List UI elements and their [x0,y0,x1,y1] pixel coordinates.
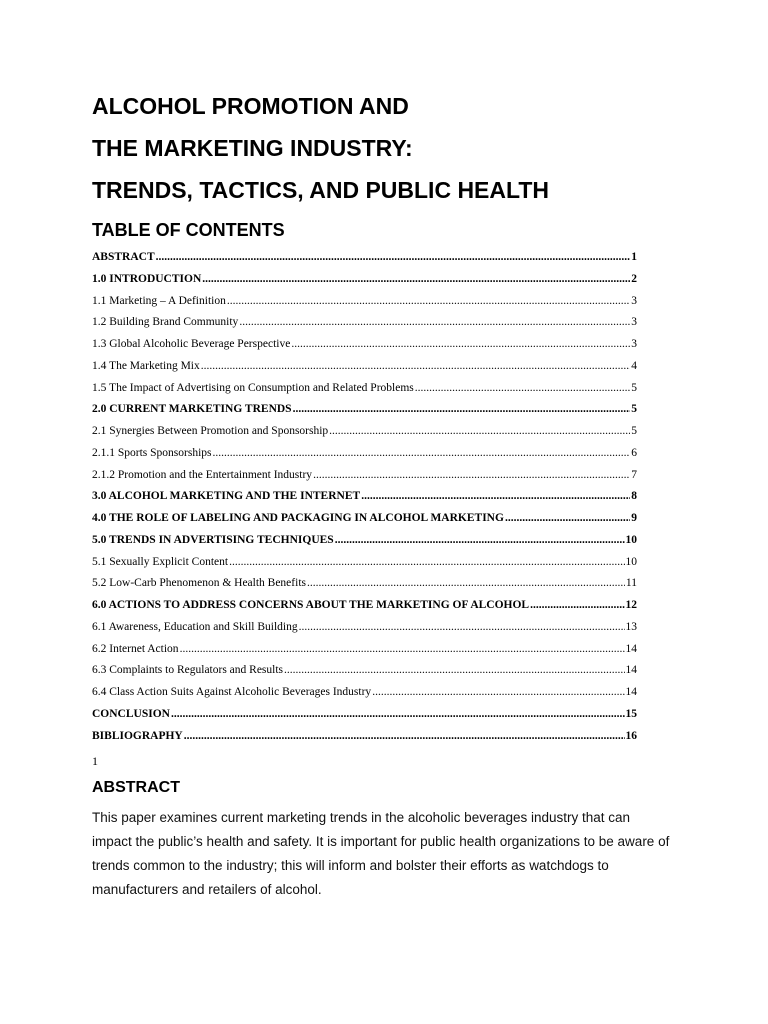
toc-dot-leader [415,382,631,394]
toc-entry-label: CONCLUSION [92,707,170,720]
toc-dot-leader [372,686,624,698]
toc-dot-leader [293,403,631,415]
toc-dot-leader [313,469,630,481]
toc-entry[interactable] [92,730,637,752]
toc-entry[interactable] [92,512,637,534]
toc-entry-page: 3 [631,316,637,329]
toc-entry-page: 6 [631,446,637,459]
title-line-3: TRENDS, TACTICS, AND PUBLIC HEALTH [92,177,550,203]
toc-entry-page: 4 [631,359,637,372]
toc-dot-leader [156,251,631,263]
toc-entry[interactable] [92,316,637,338]
title-line-2: THE MARKETING INDUSTRY: [92,135,413,161]
toc-entry[interactable] [92,599,637,621]
toc-entry-page: 7 [631,468,637,481]
toc-dot-leader [530,599,624,611]
toc-dot-leader [184,730,625,742]
toc-entry-label: 1.1 Marketing – A Definition [92,294,226,307]
toc-entry[interactable] [92,425,637,447]
toc-entry[interactable] [92,686,637,708]
toc-entry-label: 2.1 Synergies Between Promotion and Sponsorship [92,425,329,437]
toc-dot-leader [229,556,624,568]
toc-entry-page: 10 [625,555,637,568]
toc-dot-leader [505,512,630,524]
toc-entry-label: 5.2 Low-Carb Phenomenon & Health Benefits [92,577,306,590]
abstract-heading: ABSTRACT [92,779,180,796]
toc-entry-page: 1 [631,251,637,263]
toc-entry-label: 3.0 ALCOHOL MARKETING AND THE INTERNET [92,490,361,503]
toc-entry-label: 6.1 Awareness, Education and Skill Building [92,620,298,633]
toc-entry[interactable] [92,295,637,317]
toc-entry-page: 5 [631,425,637,437]
toc-dot-leader [171,708,625,720]
toc-entry-label: 4.0 THE ROLE OF LABELING AND PACKAGING IN ALCOHOL MARKETING [92,512,504,524]
toc-entry[interactable] [92,403,637,425]
toc-entry[interactable] [92,338,637,360]
toc-entry-page: 2 [631,272,637,285]
toc-dot-leader [329,425,630,437]
toc-entry-page: 3 [631,338,637,350]
toc-heading: TABLE OF CONTENTS [92,220,285,240]
toc-entry[interactable] [92,664,637,686]
toc-dot-leader [202,273,630,285]
toc-entry-label: 2.0 CURRENT MARKETING TRENDS [92,403,292,416]
toc-entry[interactable] [92,621,637,643]
toc-dot-leader [299,621,625,633]
toc-entry-label: 2.1.2 Promotion and the Entertainment Industry [92,468,313,481]
toc-entry-page: 10 [625,533,637,546]
table-of-contents [92,251,637,751]
toc-dot-leader [284,664,624,676]
toc-entry-label: 1.4 The Marketing Mix [92,359,200,372]
toc-entry-label: 6.4 Class Action Suits Against Alcoholic Beverages Industry [92,686,372,698]
toc-entry-label: 1.0 INTRODUCTION [92,272,202,285]
toc-entry-page: 3 [631,294,637,307]
toc-entry-label: 6.2 Internet Action [92,642,179,655]
toc-entry-page: 16 [625,729,637,742]
toc-entry[interactable] [92,534,637,556]
toc-entry-label: 5.0 TRENDS IN ADVERTISING TECHNIQUES [92,533,334,546]
page-number: 1 [92,754,98,768]
toc-entry-page: 5 [631,381,637,394]
toc-dot-leader [239,316,630,328]
toc-entry[interactable] [92,273,637,295]
toc-entry-page: 9 [631,512,637,524]
toc-entry-page: 12 [625,599,637,611]
toc-entry[interactable] [92,708,637,730]
toc-entry[interactable] [92,577,637,599]
toc-entry[interactable] [92,490,637,512]
toc-entry[interactable] [92,360,637,382]
toc-entry-page: 14 [625,664,637,677]
toc-entry[interactable] [92,556,637,578]
toc-entry-label: 1.5 The Impact of Advertising on Consumption and Related Problems [92,381,414,394]
toc-entry[interactable] [92,251,637,273]
toc-entry[interactable] [92,643,637,665]
toc-entry-label: 2.1.1 Sports Sponsorships [92,446,212,459]
toc-entry-label: 6.3 Complaints to Regulators and Results [92,664,284,677]
toc-entry-page: 8 [631,490,637,503]
toc-entry-label: 1.2 Building Brand Community [92,316,239,329]
toc-entry-label: ABSTRACT [92,251,155,263]
toc-entry[interactable] [92,382,637,404]
toc-entry-page: 15 [625,707,637,720]
title-line-1: ALCOHOL PROMOTION AND [92,93,409,119]
toc-entry[interactable] [92,469,637,491]
toc-dot-leader [361,490,630,502]
toc-dot-leader [180,643,625,655]
toc-entry-page: 5 [631,403,637,416]
toc-dot-leader [291,338,630,350]
abstract-body: This paper examines current marketing trends in the alcoholic beverages industry that can impact the public’s health and safety. It is important for public health organizations to be aware of trends common to the industry; this will inform and bolster their efforts as watchdogs to manufacturers and retailers of alcohol. [92,810,670,897]
toc-entry-label: 6.0 ACTIONS TO ADDRESS CONCERNS ABOUT THE MARKETING OF ALCOHOL [92,599,530,611]
toc-entry-page: 11 [625,577,637,590]
toc-dot-leader [227,295,630,307]
toc-entry-page: 14 [625,686,637,698]
toc-dot-leader [307,577,625,589]
toc-entry-label: 1.3 Global Alcoholic Beverage Perspective [92,338,291,350]
toc-dot-leader [213,447,631,459]
toc-entry-label: BIBLIOGRAPHY [92,729,183,742]
toc-entry-page: 14 [625,642,637,655]
toc-dot-leader [335,534,625,546]
toc-entry-page: 13 [625,620,637,633]
toc-dot-leader [201,360,631,372]
toc-entry[interactable] [92,447,637,469]
toc-entry-label: 5.1 Sexually Explicit Content [92,555,229,568]
